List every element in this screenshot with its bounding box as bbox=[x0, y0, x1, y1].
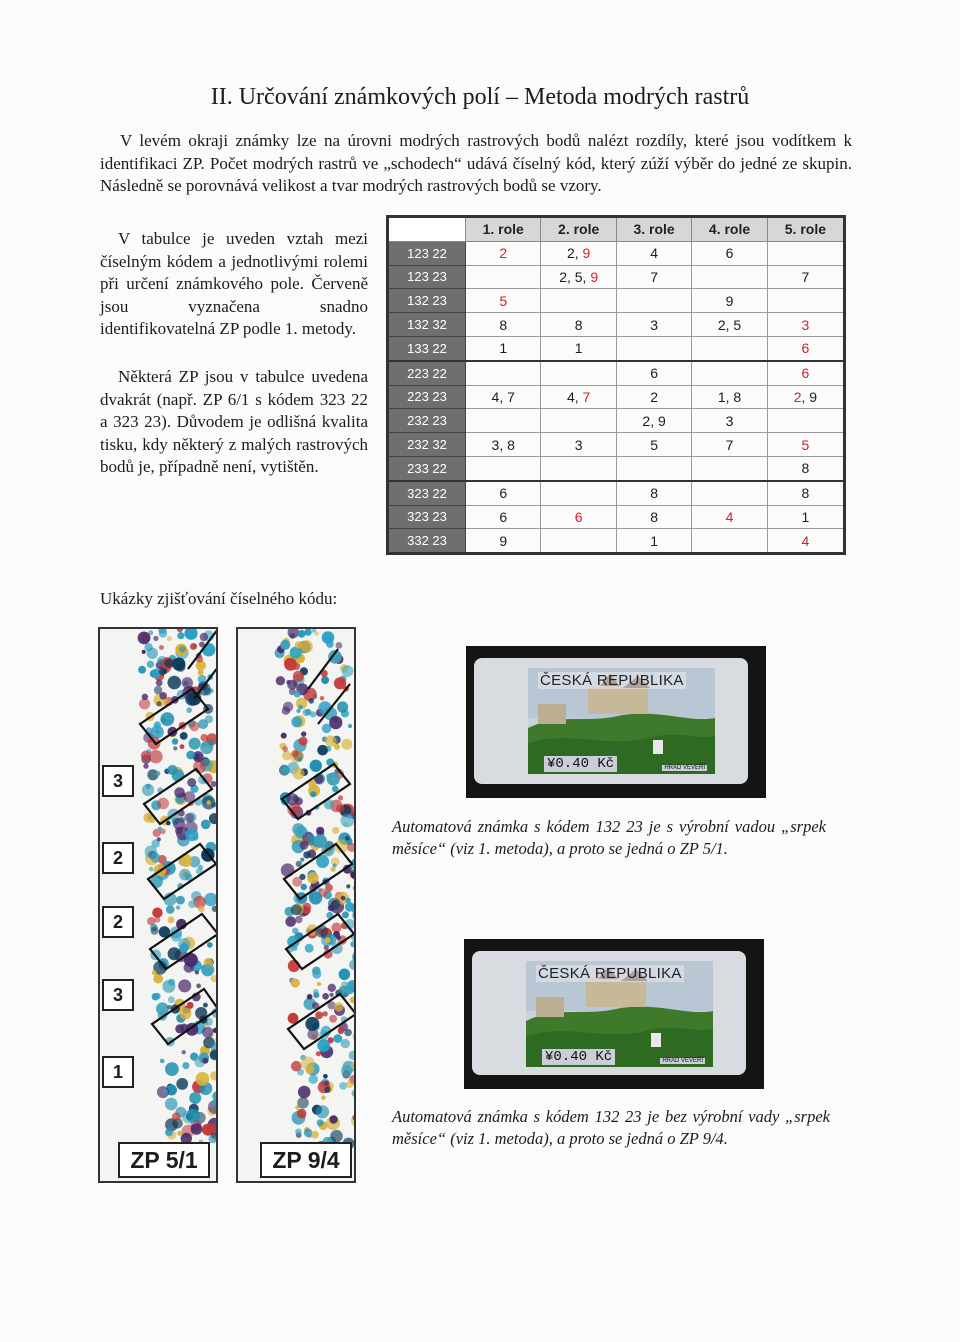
field-number: 1 bbox=[801, 508, 810, 525]
role-cell bbox=[767, 241, 844, 265]
role-cell bbox=[692, 313, 767, 337]
role-cell bbox=[466, 241, 541, 265]
role-cell bbox=[466, 505, 541, 529]
role-cell bbox=[466, 336, 541, 360]
field-number: 1 bbox=[574, 340, 583, 357]
role-cell bbox=[541, 529, 616, 554]
table-row bbox=[388, 505, 845, 529]
stamp-caption-1: Automatová známka s kódem 132 23 je s výrobní vadou „srpek měsíce“ (viz 1. metoda), a proto se jedná o ZP 5/1. bbox=[392, 817, 826, 858]
highlighted-field-number: 6 bbox=[574, 508, 583, 525]
table-corner-cell bbox=[388, 217, 466, 242]
table-description-paragraph: V tabulce je uveden vztah mezi číselným kódem a jednotlivými rolemi při určení známkového pole. Červeně jsou vyznačena snadno identifikovatelná ZP podle 1. metody. bbox=[100, 229, 368, 338]
table-row bbox=[388, 336, 845, 360]
code-cell: 223 23 bbox=[388, 385, 466, 409]
field-number: 2 bbox=[650, 388, 658, 405]
duplicate-note-paragraph: Některá ZP jsou v tabulce uvedena dvakrát (např. ZP 6/1 s kódem 323 22 a 323 23). Důvodem je odlišná kvalita tisku, kdy některý z malých rastrových bodů je, případně není, vytištěn. bbox=[100, 367, 368, 476]
field-number: 4, 7 bbox=[491, 388, 515, 405]
code-cell: 332 23 bbox=[388, 529, 466, 554]
field-number: 8 bbox=[499, 316, 508, 333]
role-cell bbox=[692, 433, 767, 457]
zp-label-9-4: ZP 9/4 bbox=[260, 1142, 352, 1178]
castle-picture bbox=[528, 668, 715, 774]
field-number: 9 bbox=[499, 532, 508, 549]
role-cell bbox=[616, 336, 691, 360]
role-cell bbox=[616, 433, 691, 457]
role-cell bbox=[466, 289, 541, 313]
role-cell bbox=[541, 265, 616, 289]
stamp-image-with-defect bbox=[466, 646, 766, 798]
role-cell bbox=[466, 456, 541, 480]
header-role-4: 4. role bbox=[692, 217, 767, 242]
role-cell bbox=[692, 385, 767, 409]
code-cell: 132 23 bbox=[388, 289, 466, 313]
raster-strip-zp-9-4 bbox=[236, 627, 356, 1183]
role-cell bbox=[616, 313, 691, 337]
highlighted-field-number: 5 bbox=[801, 436, 810, 453]
stamp-paper bbox=[474, 658, 748, 784]
header-role-2: 2. role bbox=[541, 217, 616, 242]
stamp-country-text: ČESKÁ REPUBLIKA bbox=[540, 672, 684, 689]
field-number: 9 bbox=[725, 292, 734, 309]
role-cell bbox=[692, 505, 767, 529]
role-cell bbox=[616, 409, 691, 433]
role-cell bbox=[541, 289, 616, 313]
stamp-value-text: ¥0.40 Kč bbox=[542, 1049, 615, 1065]
raster-dots-image bbox=[238, 629, 356, 1183]
role-cell bbox=[466, 433, 541, 457]
role-cell bbox=[767, 289, 844, 313]
code-cell: 323 23 bbox=[388, 505, 466, 529]
code-digit-box-2: 2 bbox=[102, 842, 134, 874]
table-header-row bbox=[388, 217, 845, 242]
stamp-country-text: ČESKÁ REPUBLIKA bbox=[538, 965, 682, 982]
role-cell bbox=[692, 481, 767, 505]
role-cell bbox=[616, 481, 691, 505]
role-cell bbox=[692, 265, 767, 289]
field-number: 4 bbox=[650, 245, 658, 262]
table-row bbox=[388, 481, 845, 505]
field-number: 2, bbox=[566, 245, 583, 262]
table-row bbox=[388, 529, 845, 554]
samples-heading: Ukázky zjišťování číselného kódu: bbox=[100, 589, 338, 608]
field-number: 6 bbox=[499, 508, 508, 525]
role-cell bbox=[466, 313, 541, 337]
role-cell bbox=[692, 336, 767, 360]
role-cell bbox=[466, 385, 541, 409]
code-digit-box-4: 3 bbox=[102, 979, 134, 1011]
role-cell bbox=[767, 409, 844, 433]
role-cell bbox=[466, 529, 541, 554]
field-number: 1, 8 bbox=[717, 388, 742, 405]
role-cell bbox=[767, 336, 844, 360]
role-cell bbox=[541, 505, 616, 529]
field-number: 8 bbox=[801, 485, 810, 502]
field-number: 6 bbox=[499, 485, 508, 502]
stamp-place-text: HRAD VEVEŘÍ bbox=[662, 1058, 703, 1064]
role-cell bbox=[616, 385, 691, 409]
zp-label-5-1: ZP 5/1 bbox=[118, 1142, 210, 1178]
field-number: 2, 5 bbox=[717, 316, 742, 333]
role-cell bbox=[767, 481, 844, 505]
role-cell bbox=[466, 409, 541, 433]
page-title: II. Určování známkových polí – Metoda modrých rastrů bbox=[210, 84, 750, 110]
field-number: 7 bbox=[650, 268, 658, 285]
code-cell: 233 22 bbox=[388, 456, 466, 480]
field-number: 3, 8 bbox=[491, 436, 515, 453]
role-cell bbox=[692, 361, 767, 385]
field-number: 6 bbox=[725, 245, 734, 262]
field-number: 8 bbox=[650, 508, 658, 525]
role-cell bbox=[767, 385, 844, 409]
code-cell: 132 32 bbox=[388, 313, 466, 337]
code-cell: 232 23 bbox=[388, 409, 466, 433]
table-row bbox=[388, 265, 845, 289]
code-digit-box-3: 2 bbox=[102, 906, 134, 938]
field-number: 2, 9 bbox=[642, 412, 666, 429]
field-number: 2, 5, bbox=[559, 268, 591, 285]
highlighted-field-number: 2 bbox=[499, 245, 508, 262]
stamp-caption-2: Automatová známka s kódem 132 23 je bez výrobní vady „srpek měsíce“ (viz 1. metoda), a proto se jedná o ZP 9/4. bbox=[392, 1107, 830, 1148]
role-cell bbox=[767, 529, 844, 554]
field-number: 8 bbox=[650, 485, 658, 502]
highlighted-field-number: 6 bbox=[801, 365, 810, 382]
role-cell bbox=[767, 505, 844, 529]
highlighted-field-number: 9 bbox=[582, 245, 591, 262]
field-number: 8 bbox=[801, 460, 810, 477]
role-cell bbox=[692, 529, 767, 554]
highlighted-field-number: 3 bbox=[801, 316, 810, 333]
field-number: 8 bbox=[574, 316, 583, 333]
role-cell bbox=[616, 265, 691, 289]
role-cell bbox=[466, 361, 541, 385]
role-cell bbox=[616, 289, 691, 313]
role-cell bbox=[767, 361, 844, 385]
table-row bbox=[388, 385, 845, 409]
code-role-table bbox=[386, 215, 846, 555]
field-number: 1 bbox=[650, 532, 658, 549]
intro-paragraph: V levém okraji známky lze na úrovni modrých rastrových bodů nalézt rozdíly, které jsou vodítkem k identifikaci ZP. Počet modrých rastrů ve „schodech“ udává číselný kód, který zúží výběr do jedné ze skupin. Následně se porovnává velikost a tvar modrých rastrových bodů se vzory. bbox=[100, 131, 852, 195]
role-cell bbox=[541, 433, 616, 457]
role-cell bbox=[541, 385, 616, 409]
code-cell: 223 22 bbox=[388, 361, 466, 385]
field-number: 3 bbox=[725, 412, 734, 429]
field-number: 3 bbox=[650, 316, 658, 333]
role-cell bbox=[767, 265, 844, 289]
stamp-image-without-defect bbox=[464, 939, 764, 1089]
field-number: 1 bbox=[499, 340, 508, 357]
role-cell bbox=[692, 289, 767, 313]
role-cell bbox=[616, 361, 691, 385]
role-cell bbox=[692, 409, 767, 433]
code-cell: 323 22 bbox=[388, 481, 466, 505]
role-cell bbox=[541, 336, 616, 360]
stamp-place-text: HRAD VEVEŘÍ bbox=[664, 765, 705, 771]
role-cell bbox=[541, 241, 616, 265]
code-digit-box-5: 1 bbox=[102, 1056, 134, 1088]
role-cell bbox=[616, 241, 691, 265]
highlighted-field-number: 2 bbox=[793, 388, 802, 405]
highlighted-field-number: 6 bbox=[801, 340, 810, 357]
role-cell bbox=[541, 481, 616, 505]
role-cell bbox=[466, 265, 541, 289]
highlighted-field-number: 5 bbox=[499, 292, 508, 309]
field-number: , 9 bbox=[801, 388, 818, 405]
role-cell bbox=[541, 456, 616, 480]
role-cell bbox=[541, 313, 616, 337]
table-body bbox=[388, 241, 845, 553]
castle-picture bbox=[526, 961, 713, 1067]
header-role-1: 1. role bbox=[466, 217, 541, 242]
field-number: 5 bbox=[650, 436, 658, 453]
raster-strip-zp-5-1 bbox=[98, 627, 218, 1183]
header-role-3: 3. role bbox=[616, 217, 691, 242]
stamp-value-text: ¥0.40 Kč bbox=[544, 756, 617, 772]
highlighted-field-number: 4 bbox=[725, 508, 734, 525]
table-row bbox=[388, 433, 845, 457]
role-cell bbox=[541, 361, 616, 385]
table-row bbox=[388, 289, 845, 313]
stamp-paper bbox=[472, 951, 746, 1075]
role-cell bbox=[692, 241, 767, 265]
field-number: 7 bbox=[801, 268, 810, 285]
code-cell: 123 23 bbox=[388, 265, 466, 289]
field-number: 3 bbox=[574, 436, 583, 453]
role-cell bbox=[541, 409, 616, 433]
field-number: 6 bbox=[650, 365, 658, 382]
field-number: 7 bbox=[725, 436, 734, 453]
code-cell: 133 22 bbox=[388, 336, 466, 360]
field-number: 4, bbox=[566, 388, 583, 405]
highlighted-field-number: 4 bbox=[801, 532, 810, 549]
table-row bbox=[388, 241, 845, 265]
role-cell bbox=[767, 313, 844, 337]
role-cell bbox=[616, 529, 691, 554]
table-row bbox=[388, 313, 845, 337]
table-row bbox=[388, 456, 845, 480]
role-cell bbox=[616, 505, 691, 529]
role-cell bbox=[767, 433, 844, 457]
table-row bbox=[388, 361, 845, 385]
code-digit-box-1: 3 bbox=[102, 765, 134, 797]
highlighted-field-number: 7 bbox=[582, 388, 591, 405]
role-cell bbox=[466, 481, 541, 505]
table-row bbox=[388, 409, 845, 433]
role-cell bbox=[692, 456, 767, 480]
code-cell: 232 32 bbox=[388, 433, 466, 457]
role-cell bbox=[767, 456, 844, 480]
role-cell bbox=[616, 456, 691, 480]
header-role-5: 5. role bbox=[767, 217, 844, 242]
code-cell: 123 22 bbox=[388, 241, 466, 265]
highlighted-field-number: 9 bbox=[590, 268, 599, 285]
